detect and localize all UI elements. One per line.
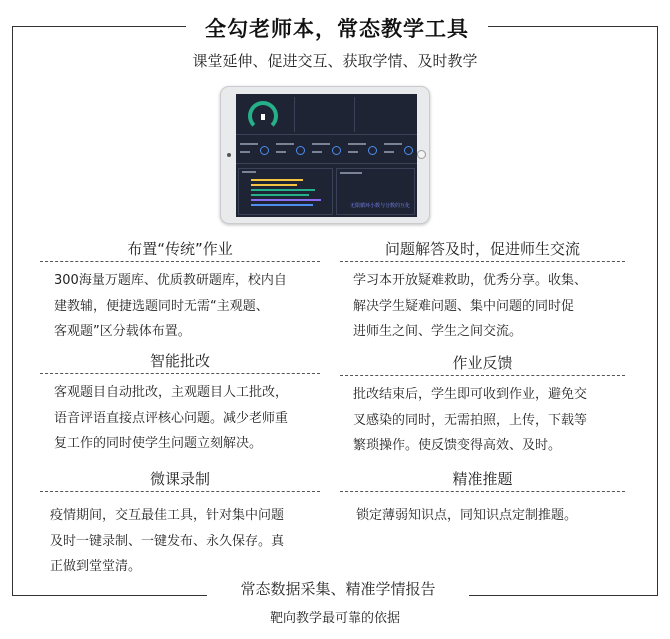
footer-subtitle: 靶向教学最可靠的依据 bbox=[269, 611, 400, 626]
divider bbox=[40, 491, 320, 492]
section-heading: 作业反馈 bbox=[452, 354, 513, 372]
section-heading: 智能批改 bbox=[149, 352, 210, 370]
section-body: 批改结束后，学生即可收到作业，避免交 叉感染的同时，无需拍照，上传，下载等 繁琐操作。使反馈变得高效、及时。 bbox=[353, 387, 588, 453]
ring-icon bbox=[404, 146, 413, 155]
ring-icon bbox=[368, 146, 377, 155]
section-heading: 微课录制 bbox=[149, 470, 210, 488]
bar bbox=[251, 204, 313, 206]
home-button-icon bbox=[417, 150, 426, 159]
divider bbox=[340, 375, 625, 376]
bar-panel bbox=[238, 168, 333, 215]
bar bbox=[251, 179, 303, 181]
section-heading: 问题解答及时，促进师生交流 bbox=[384, 240, 580, 258]
section-body: 客观题目自动批改，主观题目人工批改， 语音评语直接点评核心问题。减少老师重 复工作的同时使学生问题立刻解决。 bbox=[54, 385, 289, 451]
lesson-panel bbox=[336, 168, 415, 215]
camera-dot bbox=[227, 153, 231, 157]
tablet-screen bbox=[236, 94, 417, 217]
section-body: 300海量万题库、优质教研题库，校内自 建教辅，便捷选题同时无需“主观题、 客观题”区分载体布置。 bbox=[54, 273, 287, 339]
ring-icon bbox=[332, 146, 341, 155]
bar bbox=[251, 194, 309, 196]
title-box bbox=[186, 14, 488, 44]
divider bbox=[40, 261, 320, 262]
bar bbox=[251, 184, 297, 186]
ring-icon bbox=[296, 146, 305, 155]
bar bbox=[251, 199, 321, 201]
tablet-mockup bbox=[220, 86, 430, 224]
page-subtitle: 课堂延伸、促进交互、获取学情、及时教学 bbox=[192, 52, 478, 70]
section-body: 疫情期间，交互最佳工具，针对集中问题 及时一键录制、一键发布、永久保存。真 正做到堂堂清。 bbox=[50, 508, 285, 574]
divider bbox=[40, 373, 320, 374]
footer-title: 常态数据采集、精准学情报告 bbox=[240, 580, 436, 598]
lesson-title: 无限循环小数与分数的互化 bbox=[349, 203, 410, 209]
divider bbox=[340, 261, 625, 262]
section-heading: 布置“传统”作业 bbox=[127, 240, 233, 258]
section-body: 锁定薄弱知识点，同知识点定制推题。 bbox=[356, 508, 578, 523]
bar bbox=[251, 189, 315, 191]
ring-icon bbox=[260, 146, 269, 155]
section-body: 学习本开放疑难救助，优秀分享。收集、 解决学生疑难问题、集中问题的同时促 进师生之间、学生之间交流。 bbox=[353, 273, 588, 339]
page-title: 全勾老师本，常态教学工具 bbox=[205, 17, 469, 41]
dashboard-ring-row bbox=[236, 138, 417, 164]
footer-title-box bbox=[207, 578, 469, 600]
section-heading: 精准推题 bbox=[452, 470, 513, 488]
stat-cell bbox=[354, 97, 414, 132]
divider bbox=[340, 491, 625, 492]
dashboard-top-row bbox=[236, 94, 417, 135]
stat-cell bbox=[294, 97, 354, 132]
